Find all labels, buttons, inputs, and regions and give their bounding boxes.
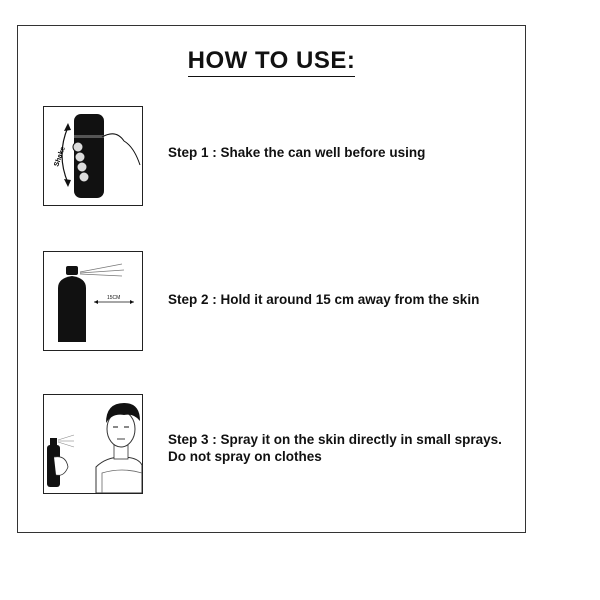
step-3-illustration xyxy=(43,394,143,494)
step-3-text: Step 3 : Spray it on the skin directly in small sprays. Do not spray on clothes xyxy=(168,432,502,464)
step-1-illustration xyxy=(43,106,143,206)
distance-label: 15CM xyxy=(107,295,121,301)
how-to-use-card xyxy=(17,25,526,533)
step-2-text: Step 2 : Hold it around 15 cm away from the skin xyxy=(168,292,480,307)
step-1-text: Step 1 : Shake the can well before using xyxy=(168,145,426,160)
man-spraying-icon xyxy=(44,395,142,493)
title-text: HOW TO USE: xyxy=(188,47,356,77)
shake-can-icon xyxy=(44,107,142,205)
shake-label: Shake xyxy=(53,145,67,168)
page-title xyxy=(18,47,525,77)
step-2-illustration xyxy=(43,251,143,351)
spray-distance-icon xyxy=(44,252,142,350)
